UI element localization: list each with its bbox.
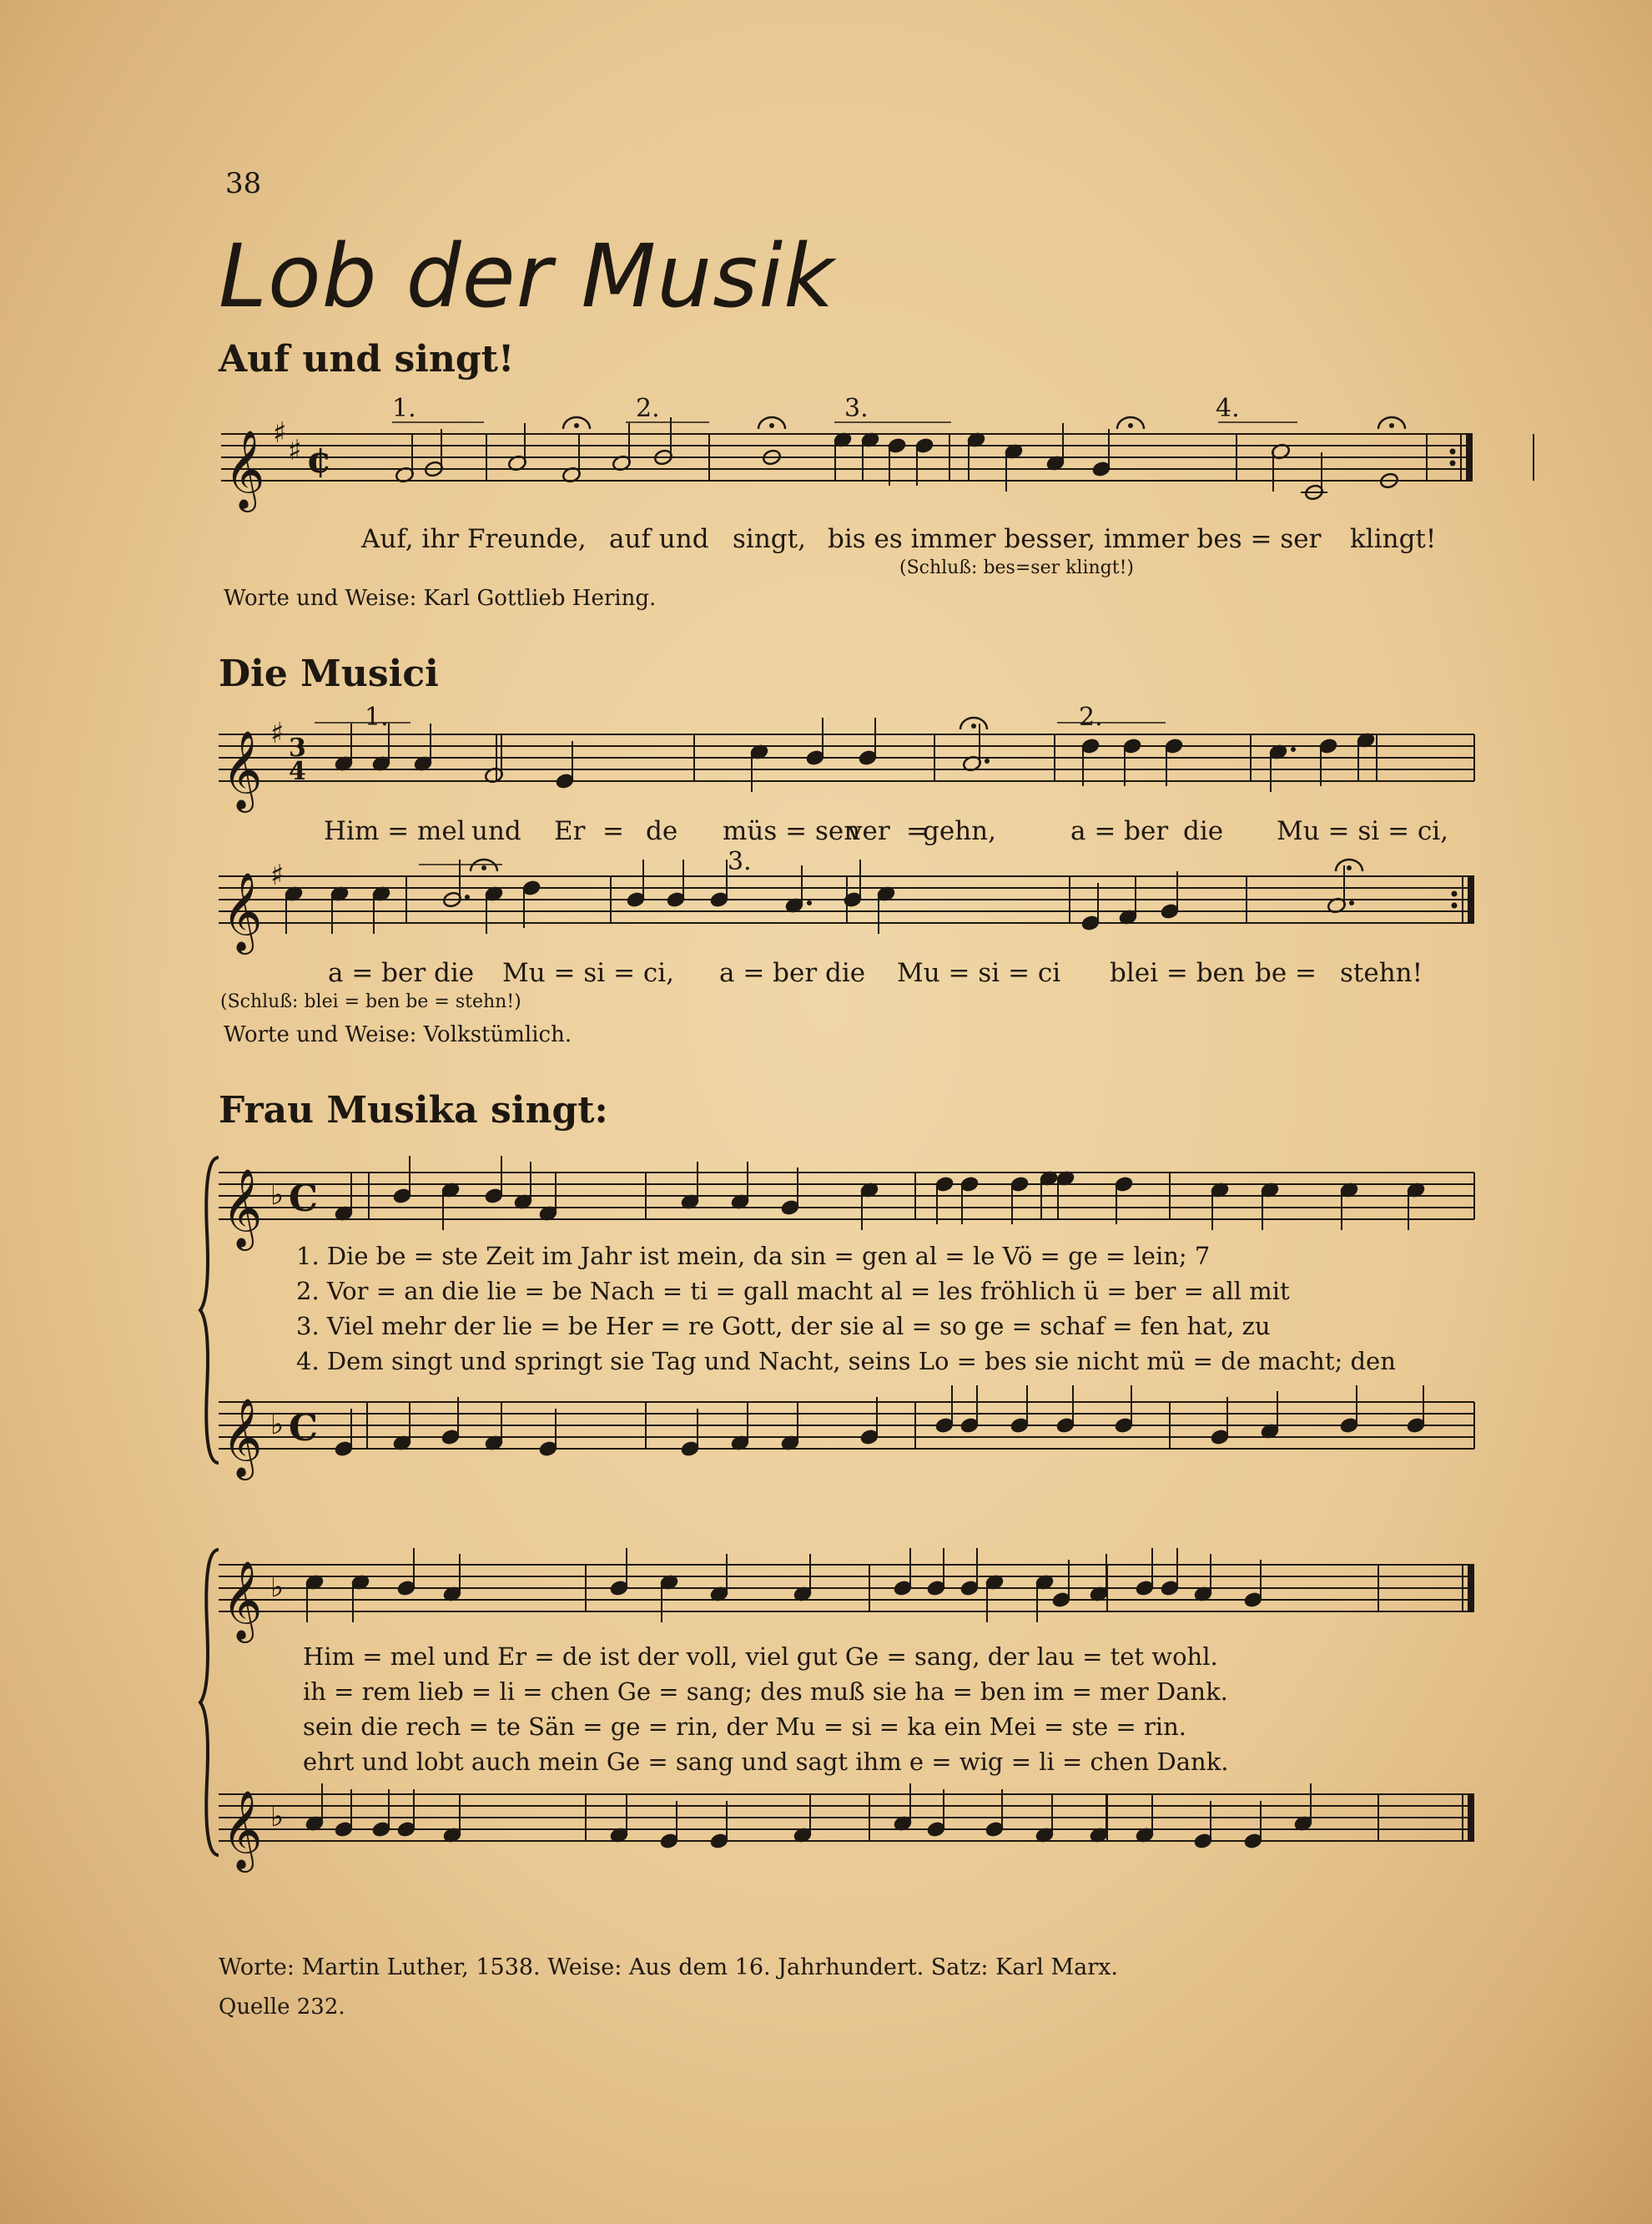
- ending-note: (Schluß: bes=ser klingt!): [899, 557, 1135, 578]
- song-credit: Worte: Martin Luther, 1538. Weise: Aus dem 16. Jahrhundert. Satz: Karl Marx.: [219, 1954, 1118, 1980]
- lyric-syllable: Mu = si = ci: [897, 958, 1061, 988]
- volta-label: 1.: [392, 394, 416, 423]
- fermata-dot: [1347, 865, 1352, 870]
- lyric-syllable: =: [602, 816, 624, 846]
- flat-sign: ♭: [270, 1571, 285, 1604]
- lyric-syllable: Mu = si = ci,: [1277, 816, 1449, 846]
- ending-note: (Schluß: blei = ben be = stehn!): [220, 991, 521, 1012]
- treble-clef: 𝄞: [222, 1398, 263, 1477]
- lyric-syllable: stehn!: [1340, 958, 1423, 988]
- lyric-syllable: klingt!: [1350, 524, 1437, 554]
- volta-label: 1.: [365, 703, 389, 732]
- augmentation-dot: [1349, 900, 1354, 905]
- lyric-syllable: de: [646, 816, 678, 846]
- treble-clef: 𝄞: [222, 1168, 263, 1248]
- time-signature: ¢: [306, 439, 332, 482]
- lyric-syllable: auf und: [609, 524, 709, 554]
- final-barline: [1468, 1794, 1474, 1841]
- lyric-syllable: a = ber die: [328, 958, 475, 988]
- source-reference: Quelle 232.: [219, 1995, 345, 2020]
- lyric-syllable: a = ber: [1070, 816, 1169, 846]
- music-staff: [219, 1548, 1478, 1657]
- verse-line: ehrt und lobt auch mein Ge = sang und sagt ihm e = wig = li = chen Dank.: [303, 1747, 1229, 1776]
- volta-label: 2.: [636, 394, 660, 423]
- lyric-syllable: be =: [1255, 958, 1317, 988]
- repeat-dot: [1450, 461, 1456, 466]
- lyric-syllable: blei = ben: [1110, 958, 1245, 988]
- repeat-dot: [1452, 903, 1458, 909]
- song-title: Die Musici: [219, 653, 439, 695]
- fermata-dot: [574, 423, 579, 428]
- lyric-syllable: und: [471, 816, 521, 846]
- music-staff: [219, 1778, 1478, 1903]
- fermata-dot: [481, 865, 486, 870]
- time-signature: C: [289, 1178, 319, 1220]
- volta-label: 4.: [1216, 394, 1240, 423]
- lyric-syllable: bis es immer besser, immer bes = ser: [828, 524, 1322, 554]
- verse-line: Him = mel und Er = de ist der voll, viel gut Ge = sang, der lau = tet wohl.: [303, 1642, 1218, 1671]
- brace: [200, 1157, 219, 1463]
- repeat-dot: [1452, 891, 1458, 897]
- fermata-dot: [1389, 423, 1394, 428]
- lyric-syllable: =: [906, 816, 928, 846]
- lyric-syllable: singt,: [733, 524, 806, 554]
- music-staff: [219, 1385, 1478, 1510]
- lyric-syllable: a = ber die: [719, 958, 866, 988]
- volta-label: 2.: [1079, 703, 1103, 732]
- sharp-sign: ♯: [270, 859, 285, 892]
- verse-line: 1. Die be = ste Zeit im Jahr ist mein, da sin = gen al = le Vö = ge = lein; 7: [296, 1242, 1211, 1270]
- volta-label: 3.: [728, 847, 752, 876]
- augmentation-dot: [807, 900, 812, 905]
- augmentation-dot: [465, 895, 470, 900]
- repeat-dot: [1450, 449, 1456, 455]
- music-staff: [219, 860, 1478, 968]
- final-barline: [1468, 1565, 1474, 1611]
- music-staff: [219, 718, 1478, 826]
- fermata-dot: [1128, 423, 1133, 428]
- brace: [200, 1550, 219, 1855]
- sharp-sign: ♯: [273, 416, 287, 450]
- lyric-syllable: gehn,: [923, 816, 996, 846]
- time-signature: 3: [289, 734, 306, 763]
- fermata-dot: [769, 423, 774, 428]
- verse-line: sein die rech = te Sän = ge = rin, der Mu = si = ka ein Mei = ste = rin.: [303, 1712, 1186, 1741]
- lyric-syllable: Auf, ihr Freunde,: [361, 524, 587, 554]
- volta-label: 3.: [844, 394, 869, 423]
- augmentation-dot: [1291, 747, 1296, 752]
- song-title: Auf und singt!: [219, 338, 515, 381]
- song-title: Frau Musika singt:: [219, 1089, 608, 1132]
- sharp-sign: ♯: [270, 717, 285, 750]
- lyric-syllable: ver: [848, 816, 890, 846]
- lyric-syllable: Er: [554, 816, 586, 846]
- final-barline: [1466, 434, 1473, 481]
- verse-line: ih = rem lieb = li = chen Ge = sang; des muß sie ha = ben im = mer Dank.: [303, 1677, 1228, 1706]
- verse-line: 3. Viel mehr der lie = be Her = re Gott, der sie al = so ge = schaf = fen hat, zu: [296, 1312, 1271, 1340]
- lyric-syllable: Mu = si = ci,: [502, 958, 675, 988]
- verse-line: 2. Vor = an die lie = be Nach = ti = gall macht al = les fröhlich ü = ber = all mit: [296, 1277, 1290, 1305]
- flat-sign: ♭: [270, 1800, 285, 1833]
- final-barline: [1468, 876, 1474, 923]
- time-signature: 4: [289, 757, 306, 786]
- lyric-syllable: Him = mel: [324, 816, 466, 846]
- song-credit: Worte und Weise: Volkstümlich.: [224, 1022, 572, 1047]
- time-signature: C: [289, 1407, 319, 1450]
- treble-clef: 𝄞: [224, 430, 265, 509]
- lyric-syllable: müs = sen: [723, 816, 861, 846]
- verse-line: 4. Dem singt und springt sie Tag und Nacht, seins Lo = bes sie nicht mü = de macht; den: [296, 1347, 1396, 1375]
- sharp-sign: ♯: [288, 434, 302, 467]
- augmentation-dot: [985, 759, 990, 764]
- page-title: Lob der Musik: [219, 225, 835, 327]
- treble-clef: 𝄞: [222, 1561, 263, 1640]
- flat-sign: ♭: [270, 1408, 285, 1441]
- lyric-syllable: die: [1183, 816, 1224, 846]
- page-number: 38: [225, 167, 262, 200]
- song-credit: Worte und Weise: Karl Gottlieb Hering.: [224, 586, 657, 611]
- fermata-dot: [971, 724, 976, 729]
- music-staff: [221, 417, 1481, 526]
- treble-clef: 𝄞: [222, 1790, 263, 1869]
- treble-clef: 𝄞: [222, 872, 263, 951]
- flat-sign: ♭: [270, 1178, 285, 1212]
- treble-clef: 𝄞: [222, 730, 263, 809]
